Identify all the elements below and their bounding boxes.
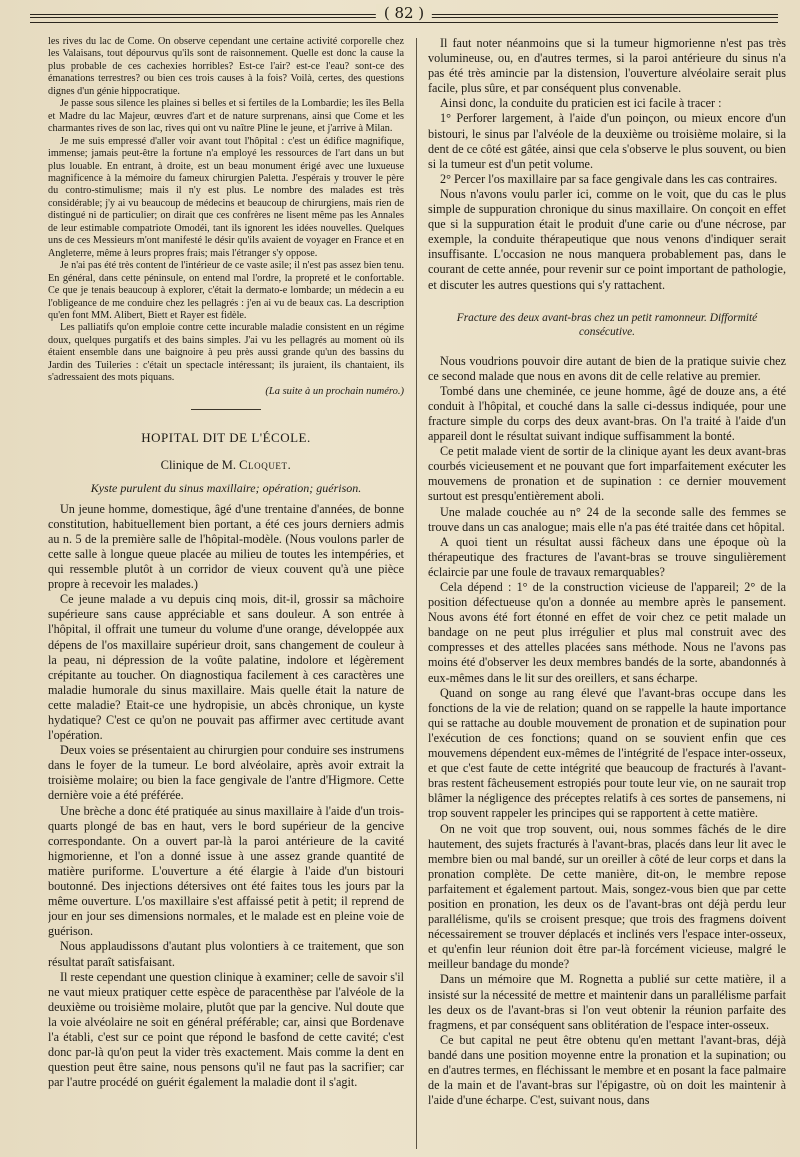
paragraph: Tombé dans une cheminée, ce jeune homme, âgé de douze ans, a été conduit à l'hôpital, et couché dans la salle ci-dessus indiquée, pour une fracture simple du corps des deux avant-bras. On l'a traité à l'aide d'un appareil dont le résultat suivant indique suffisamment la bonté. — [428, 383, 786, 444]
page-header — [30, 2, 778, 28]
paragraph: Cela dépend : 1° de la construction vicieuse de l'appareil; 2° de la position défectueuse qu'on a donnée au membre après le pansement. Nous avons été fort étonné en effet de voir chez ce petit malade un bandage on ne peut plus irrégulier et plus mal construit avec des compresses et des attelles placées sans méthode. Nous ne l'avons pas moins été d'observer les deux membres bandés de la sorte, abandonnés à eux-mêmes dans le lit sur des oreillers, et sans écharpe. — [428, 580, 786, 685]
paragraph: A quoi tient un résultat aussi fâcheux dans une époque où la thérapeutique des fractures de l'avant-bras se trouve singulièrement éclaircie par une foule de travaux remarquables? — [428, 534, 786, 579]
paragraph: Je n'ai pas été très content de l'intérieur de ce vaste asile; il n'est pas assez bien tenu. En général, dans cette péninsule, on entend mal l'ordre, la propreté et le confortable. Ce que je tenais beaucoup à explorer, c'était la dermato-e lombarde; un médecin a eu l'obligeance de me conduire chez les pellagrés : j'en ai vu de beaux cas. La description qu'en font MM. Alibert, Biett et Rayer est fidèle. — [48, 260, 404, 321]
left-column — [48, 36, 404, 1149]
case-two-body — [428, 354, 786, 1109]
paragraph: 1° Perforer largement, à l'aide d'un poinçon, ou mieux encore d'un bistouri, le sinus par l'alvéole de la deuxième ou troisième molaire, si la dent de ce côté est gâtée, ainsi que cela s'observe le plus souvent, ou bien si la tumeur est d'un petit volume. — [428, 111, 786, 171]
header-rule-thin — [30, 22, 778, 23]
paragraph: Deux voies se présentaient au chirurgien pour conduire ses instrumens dans le foyer de la tumeur. Le bord alvéolaire, après avoir extrait la troisième molaire; ou bien la face gengivale de l'antre d'Higmore. Cette dernière voie a été préférée. — [48, 743, 404, 803]
paragraph: Il faut noter néanmoins que si la tumeur higmorienne n'est pas très volumineuse, ou, en d'autres termes, si la paroi antérieure du sinus n'a pas été très amincie par la distension, l'ouverture alvéolaire serait plus facile, plus sûre, et par conséquent plus convenable. — [428, 36, 786, 96]
paragraph: Je me suis empressé d'aller voir avant tout l'hôpital : c'est un édifice magnifique, immense; jamais peut-être la fortune n'a employé les ressources de l'art dans un but plus louable. En entrant, à droite, est un beau monument érigé avec une luxueuse magnificence à la mémoire du fameux chirurgien Paletta. J'espérais y trouver le père du contro-stimulisme; mais il n'y est plus. Le nombre des malades est très considérable; j'y ai vu beaucoup de médecins et beaucoup de chirurgiens, mais rien de distingué ni de particulier; on dirait que ces confrères ne lisent même pas les Annales de leur estimable compatriote Omodéi, tant ils ignorent les idées nouvelles. Quelques uns de ces Messieurs m'ont manifesté le désir qu'ils avaient de voyager en France et en Angleterre, même à leurs propres frais; mais l'étranger s'y oppose. — [48, 135, 404, 259]
paragraph: Il reste cependant une question clinique à examiner; celle de savoir s'il ne vaut mieux pratiquer cette espèce de paracenthèse par l'alvéole de la deuxième ou troisième molaire, plutôt que par la gencive. Nul doute que la voie alvéolaire ne soit en général préférable; car, ainsi que Bordenave l'a établi, c'est sur ce point que répond le basfond de cette cavité; c'est donc par-là qu'on peut la vider très exactement. Mais comme la dent en question peut être saine, nous pensons qu'il ne faut pas la sacrifier; car par l'autre procédé on guérit également la maladie dont il s'agit. — [48, 969, 404, 1090]
paragraph: Dans un mémoire que M. Rognetta a publié sur cette matière, il a insisté sur la nécessité de mettre et maintenir dans un parallélisme parfait les deux os de l'avant-bras si l'on veut obtenir la réunion parfaite des fragmens, et par conséquent sans oblitération de l'espace inter-osseux. — [428, 972, 786, 1032]
case-one-discussion — [428, 36, 786, 293]
column-divider — [416, 38, 417, 1149]
paragraph: Nous n'avons voulu parler ici, comme on le voit, que du cas le plus simple de suppuration chronique du sinus maxillaire. On conçoit en effet que si la suppuration était le produit d'une carie ou d'une nécrose, par exemple, la conduite thérapeutique que nous venons d'indiquer serait insuffisante. L'occasion ne nous manquera probablement pas, dans le courant de cette année, pour revenir sur ce point important de pathologie, et discuter les autres questions qui s'y rattachent. — [428, 186, 786, 292]
travel-letter-continuation — [48, 36, 404, 397]
paragraph: Nous applaudissons d'autant plus volontiers à ce traitement, que son résultat paraît satisfaisant. — [48, 939, 404, 969]
paragraph: Nous voudrions pouvoir dire autant de bien de la pratique suivie chez ce second malade que nous en avons dit de celle relative au premier. — [428, 353, 786, 383]
clinic-prefix: Clinique de M. — [160, 457, 236, 472]
page-number: ( 82 ) — [376, 4, 432, 22]
paragraph: Ce jeune malade a vu depuis cinq mois, dit-il, grossir sa mâchoire supérieure sans cause appréciable et sans douleur. A son entrée à l'hôpital, il offrait une tumeur du volume d'une orange, développée aux dépens de l'os maxillaire supérieur droit, sans changement de couleur à la peau, ni dépression de la voûte palatine, indolore et légèrement crépitante au toucher. On diagnostiqua facilement à ces caractères une maladie humorale du sinus maxillaire. Mais quelle était la nature de cette maladie? Etait-ce une hydropisie, un abcès chronique, un kyste hydatique? C'est ce qu'on ne pouvait pas affirmer avec certitude avant l'opération. — [48, 592, 404, 743]
paragraph: Les palliatifs qu'on emploie contre cette incurable maladie consistent en un régime doux, quelques purgatifs et des bains simples. J'ai vu les pellagrés au moment où ils étaient ensemble dans une baignoire à peu près aussi grande qu'un des bassins du Jardin des Tuileries : c'était un spectacle intéressant; ils juraient, ils chantaient, ils s'adressaient des mots piquans. — [48, 322, 404, 384]
paragraph: Un jeune homme, domestique, âgé d'une trentaine d'années, de bonne constitution, habituellement bien portant, a été ces jours derniers admis au n. 5 de la première salle de l'hôpital-modèle. (Nous voulons parler de cette salle à longue queue placée au milieu de toutes les intempéries, et qui ressemble plutôt à un corridor de vieux couvent qu'à une pièce propre à recevoir les malades.) — [48, 501, 404, 592]
paragraph: 2° Percer l'os maxillaire par sa face gengivale dans les cas contraires. — [440, 171, 778, 186]
section-separator — [191, 409, 261, 410]
paragraph: Ce petit malade vient de sortir de la clinique ayant les deux avant-bras courbés vicieusement et ne pouvant que fort imparfaitement exécuter les mouvemens de pronation et de supination : ce dernier mouvement surtout est presqu'entièrement aboli. — [428, 444, 786, 504]
case-one-body — [48, 502, 404, 1091]
paragraph: Ce but capital ne peut être obtenu qu'en mettant l'avant-bras, déjà bandé dans une position moyenne entre la pronation et la supination; ou en d'autres termes, en fléchissant le membre et en posant la face palmaire de la main et de l'avant-bras sur l'épigastre, où on doit les maintenir à l'aide d'une écharpe. C'est, suivant nous, dans — [428, 1032, 786, 1108]
clinic-surgeon: Cloquet. — [239, 457, 292, 472]
continuation-note: (La suite à un prochain numéro.) — [265, 385, 404, 397]
paragraph: On ne voit que trop souvent, oui, nous sommes fâchés de le dire hautement, des sujets fracturés à l'avant-bras, placés dans leur lit avec le membre bien ou mal bandé, sur un oreiller à côté de leur corps et dans la pronation complète. De cette manière, dit-on, le membre repose parfaitement et également partout. Mais, songez-vous bien que par cette position en pronation, les deux os de l'avant-bras ont déjà perdu leur parallélisme, qu'ils se croisent presque; que trois des fragmens doivent nécessairement se trouver déplacés et inclinés vers l'espace inter-osseux, et qu'enfin leur réunion doit être par-là forcément vicieuse, malgré le meilleur bandage du monde? — [428, 821, 786, 972]
paragraph: Quand on songe au rang élevé que l'avant-bras occupe dans les fonctions de la vie de relation; quand on se rappelle la haute importance qui se rattache au double mouvement de pronation et de supination pour l'exécution de ces fonctions; quand on se souvient enfin que ces mouvemens dépendent eux-mêmes de l'intégrité de l'espace inter-osseux, et que c'est faute de cette intégrité que beaucoup de fracturés à l'avant-bras restent fâcheusement estropiés pour toute leur vie, on ne saurait trop blâmer la négligence des préceptes relatifs à ces sortes de pansemens, ni trop souvent rappeler les principes qui se rapportent à cette matière. — [428, 685, 786, 821]
case-subtitle: Kyste purulent du sinus maxillaire; opération; guérison. — [90, 480, 362, 495]
paragraph: Une brèche a donc été pratiquée au sinus maxillaire à l'aide d'un trois-quarts plongé de bas en haut, vers le bord supérieur de la gencive correspondante. On a ouvert par-là la paroi antérieure de la cavité higmorienne, et l'on a donné issue à une assez grande quantité de matière puriforme. L'ouverture a été élargie à l'aide d'un bistouri boutonné. Des injections détersives ont été faites tous les jours par la même ouverture. L'os maxillaire s'est affaissé petit à petit; il reprend de jour en jour ses dimensions normales, et le malade est en pleine voie de guérison. — [48, 803, 404, 939]
paragraph: Ainsi donc, la conduite du praticien est ici facile à tracer : — [440, 96, 722, 111]
case-subtitle: Fracture des deux avant-bras chez un petit ramonneur. Difformité consécutive. — [456, 311, 758, 338]
paragraph: Une malade couchée au n° 24 de la seconde salle des femmes se trouve dans un cas analogue; mais elle n'a pas été traitée dans cet hôpital. — [428, 504, 786, 534]
right-column — [428, 36, 786, 1149]
paragraph: les rives du lac de Come. On observe cependant une certaine activité corporelle chez les Valaisans, tout dépourvus qu'ils sont de raisonnement. Quelle est donc la cause la plus probable de ces cachexies horribles? Est-ce l'air? est-ce l'eau? sont-ce des émanations terrestres? ou bien ces trois causes à la fois? Voilà, certes, des questions dignes d'un génie hippocratique. — [48, 36, 404, 97]
clinic-heading — [48, 458, 404, 473]
paragraph: Je passe sous silence les plaines si belles et si fertiles de la Lombardie; les îles Bella et Madre du lac Majeur, œuvres d'art et de nature surprenans, ainsi que Come et les charmantes rives de son lac, rives qui ont vu naître Pline le jeune, et j'arrive à Milan. — [48, 98, 404, 135]
section-title: HOPITAL DIT DE L'ÉCOLE. — [141, 429, 311, 445]
